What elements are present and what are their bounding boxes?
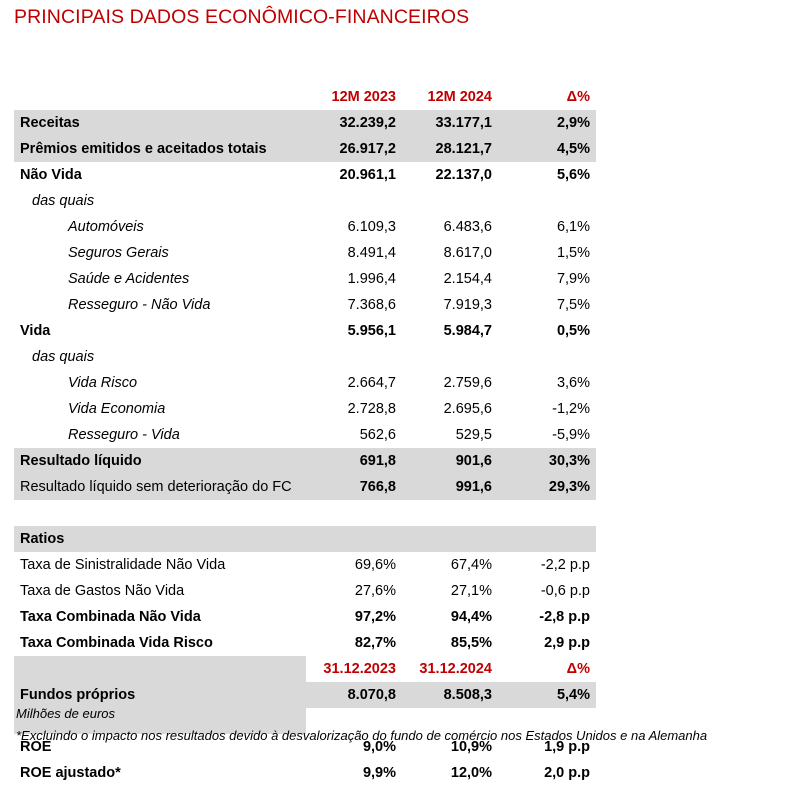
row-label: ROE ajustado* (20, 765, 121, 781)
row-label: Não Vida (20, 167, 82, 183)
row-delta: -0,6 p.p (540, 583, 590, 599)
row-value-2023: 20.961,1 (339, 167, 396, 183)
table-row (14, 448, 596, 474)
row-value-2024: 12,0% (450, 765, 492, 781)
row-label: Resultado líquido sem deterioração do FC (14, 474, 306, 500)
table-header-row (14, 84, 596, 110)
row-value-2023: 8.070,8 (306, 682, 402, 708)
table-row (14, 682, 596, 708)
row-value-2023: 69,6% (354, 557, 396, 573)
row-delta: -2,2 p.p (540, 557, 590, 573)
row-delta: 30,3% (498, 448, 596, 474)
row-value-2024: 5.984,7 (443, 323, 492, 339)
row-delta: 0,5% (556, 323, 590, 339)
row-delta (498, 188, 596, 214)
table-subheading-row (14, 188, 596, 214)
row-value-2024: 7.919,3 (443, 297, 492, 313)
header-col-delta: Δ% (566, 89, 590, 105)
row-label: Taxa de Sinistralidade Não Vida (20, 557, 226, 573)
row-value-2024: 8.617,0 (443, 245, 492, 261)
table-row (14, 266, 596, 292)
row-value-2024 (402, 344, 498, 370)
row-label: Automóveis (68, 219, 144, 235)
row-value-2024 (402, 526, 498, 552)
row-delta: 1,5% (556, 245, 590, 261)
row-value-2023: 26.917,2 (306, 136, 402, 162)
table-row (14, 110, 596, 136)
table-row (14, 292, 596, 318)
row-value-2023: 32.239,2 (306, 110, 402, 136)
row-delta: 2,9% (498, 110, 596, 136)
row-label: ROE (20, 739, 52, 755)
row-delta: -1,2% (552, 401, 590, 417)
header-col-2023: 12M 2023 (331, 89, 396, 105)
row-delta: 5,4% (498, 682, 596, 708)
row-value-2024: 2.154,4 (443, 271, 492, 287)
row-delta: 6,1% (556, 219, 590, 235)
row-value-2024: 8.508,3 (402, 682, 498, 708)
row-value-2023: 82,7% (354, 635, 396, 651)
row-label: Resultado líquido (14, 448, 306, 474)
financial-table (14, 84, 596, 786)
row-value-2024: 33.177,1 (402, 110, 498, 136)
table-row (14, 552, 596, 578)
row-value-2023: 7.368,6 (347, 297, 396, 313)
row-label: das quais (32, 349, 95, 365)
table-subheading-row (14, 344, 596, 370)
row-value-2023: 2.728,8 (347, 401, 396, 417)
table-row (14, 214, 596, 240)
table-row (14, 760, 596, 786)
row-label: Ratios (14, 526, 306, 552)
row-delta: 2,9 p.p (544, 635, 590, 651)
row-label: Vida Risco (68, 375, 138, 391)
row-value-2023: 691,8 (306, 448, 402, 474)
row-label: Receitas (14, 110, 306, 136)
table-row (14, 422, 596, 448)
row-value-2023: 9,9% (362, 765, 396, 781)
header2-col-2024: 31.12.2024 (419, 661, 492, 677)
table-row (14, 604, 596, 630)
row-value-2023 (306, 344, 402, 370)
row-delta: 1,9 p.p (544, 739, 590, 755)
row-value-2024: 28.121,7 (402, 136, 498, 162)
row-value-2024: 22.137,0 (435, 167, 492, 183)
page-title: PRINCIPAIS DADOS ECONÔMICO-FINANCEIROS (14, 6, 470, 28)
row-label: Fundos próprios (14, 682, 306, 708)
row-value-2024: 67,4% (450, 557, 492, 573)
row-label: Vida (20, 323, 51, 339)
row-value-2023: 97,2% (354, 609, 396, 625)
table-row (14, 578, 596, 604)
row-value-2023 (306, 188, 402, 214)
table-row (14, 240, 596, 266)
table-spacer-row (14, 500, 596, 526)
row-delta: 4,5% (498, 136, 596, 162)
row-delta: 29,3% (498, 474, 596, 500)
row-delta: -2,8 p.p (539, 609, 590, 625)
table-row (14, 370, 596, 396)
table-header-row-2 (14, 656, 596, 682)
row-label: Prêmios emitidos e aceitados totais (14, 136, 306, 162)
row-label: Saúde e Acidentes (68, 271, 190, 287)
row-delta: -5,9% (552, 427, 590, 443)
row-value-2024: 991,6 (402, 474, 498, 500)
header-col1 (14, 84, 306, 110)
row-value-2023: 2.664,7 (347, 375, 396, 391)
row-value-2023: 562,6 (359, 427, 396, 443)
row-label: Resseguro - Não Vida (68, 297, 211, 313)
row-delta: 7,9% (556, 271, 590, 287)
row-delta: 5,6% (556, 167, 590, 183)
table-section-row (14, 526, 596, 552)
row-value-2023: 6.109,3 (347, 219, 396, 235)
row-value-2023: 1.996,4 (347, 271, 396, 287)
header-col-2024: 12M 2024 (427, 89, 492, 105)
row-label: Resseguro - Vida (68, 427, 180, 443)
row-label: Taxa Combinada Vida Risco (20, 635, 213, 651)
row-value-2023: 27,6% (354, 583, 396, 599)
row-delta (498, 344, 596, 370)
header2-col-delta: Δ% (566, 661, 590, 677)
row-label: Taxa Combinada Não Vida (20, 609, 201, 625)
header2-col1 (14, 656, 306, 682)
table-row (14, 630, 596, 656)
row-label: Taxa de Gastos Não Vida (20, 583, 185, 599)
table-row (14, 136, 596, 162)
header2-col-2023: 31.12.2023 (323, 661, 396, 677)
table-row (14, 162, 596, 188)
row-value-2024: 529,5 (455, 427, 492, 443)
row-value-2024: 2.695,6 (443, 401, 492, 417)
table-row (14, 318, 596, 344)
row-value-2024: 85,5% (450, 635, 492, 651)
row-value-2023 (306, 526, 402, 552)
row-value-2024: 6.483,6 (443, 219, 492, 235)
row-value-2024: 901,6 (402, 448, 498, 474)
footnote: *Excluindo o impacto nos resultados devido à desvalorização do fundo de comércio nos Estados Unidos e na Alemanha (16, 728, 708, 743)
row-value-2024: 10,9% (450, 739, 492, 755)
row-label: Seguros Gerais (68, 245, 169, 261)
row-value-2023: 8.491,4 (347, 245, 396, 261)
row-value-2023: 5.956,1 (347, 323, 396, 339)
row-value-2024: 94,4% (450, 609, 492, 625)
row-delta: 2,0 p.p (544, 765, 590, 781)
table-row (14, 396, 596, 422)
unit-note: Milhões de euros (16, 706, 115, 721)
row-delta (498, 526, 596, 552)
row-label: das quais (32, 193, 95, 209)
row-value-2024: 27,1% (450, 583, 492, 599)
row-delta: 3,6% (556, 375, 590, 391)
row-value-2023: 9,0% (362, 739, 396, 755)
row-delta: 7,5% (556, 297, 590, 313)
table-row (14, 474, 596, 500)
row-value-2024 (402, 188, 498, 214)
row-label: Vida Economia (68, 401, 166, 417)
row-value-2024: 2.759,6 (443, 375, 492, 391)
row-value-2023: 766,8 (306, 474, 402, 500)
